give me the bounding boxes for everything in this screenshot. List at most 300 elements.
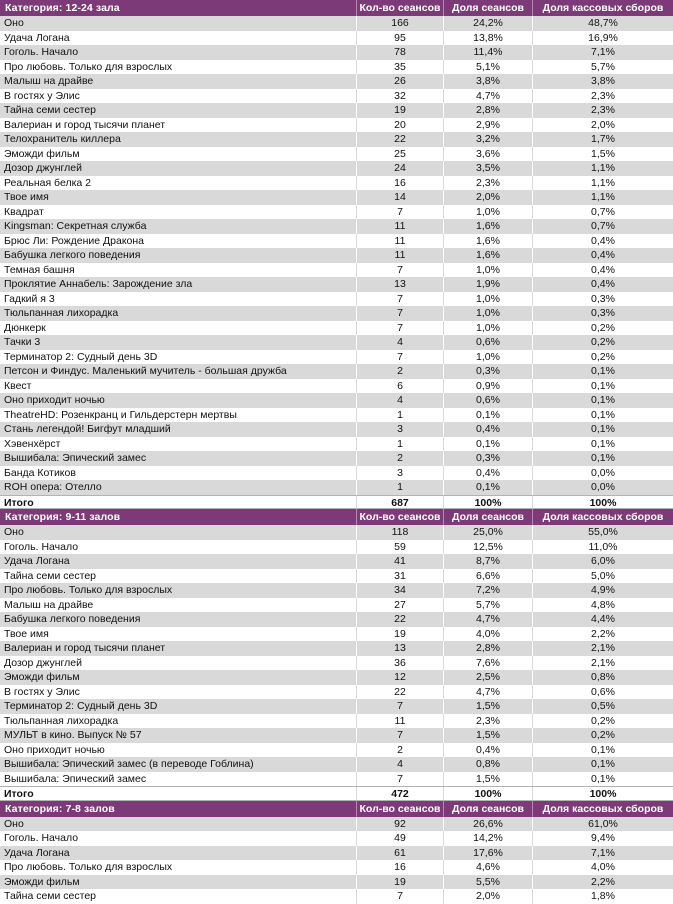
boxoffice-share: 0,1% [532,422,673,437]
film-title: Брюс Ли: Рождение Дракона [4,234,145,247]
sessions-count: 4 [356,757,443,772]
session-share: 3,6% [443,147,532,162]
table-row [0,670,673,685]
film-title: Малыш на драйве [4,75,94,87]
session-share: 0,9% [443,379,532,394]
sessions-count: 12 [356,670,443,685]
film-title: Хэвенхёрст [4,437,61,450]
sessions-count: 11 [356,248,443,263]
sessions-count: 2 [356,451,443,466]
boxoffice-share: 0,0% [532,480,673,495]
session-share: 8,7% [443,554,532,569]
table-row [0,60,673,75]
total-session-share: 100% [443,496,532,509]
sessions-count: 13 [356,641,443,656]
table-row [0,118,673,133]
film-title: Вышибала: Эпический замес [4,452,147,464]
film-title: Удача Логана [4,846,70,859]
sessions-count: 7 [356,263,443,278]
boxoffice-share: 0,2% [532,728,673,743]
boxoffice-share: 7,1% [532,846,673,861]
session-share: 0,8% [443,757,532,772]
category-heading: Категория: 7-8 залов [5,802,115,815]
boxoffice-share: 1,8% [532,889,673,904]
film-title: Стань легендой! Бигфут младший [4,423,171,435]
table-row [0,103,673,118]
sessions-count: 4 [356,335,443,350]
film-title: Петсон и Финдус. Маленький мучитель - большая дружба [4,365,287,377]
sessions-count: 61 [356,846,443,861]
table-row [0,161,673,176]
session-share: 13,8% [443,31,532,46]
film-title: Бабушка легкого поведения [4,249,141,261]
table-row [0,451,673,466]
film-title: Эможди фильм [4,875,80,888]
film-title: Оно приходит ночью [4,743,105,756]
session-share: 24,2% [443,16,532,31]
table-row [0,525,673,540]
table-row [0,89,673,104]
sessions-count: 1 [356,408,443,423]
film-title: Реальная белка 2 [4,176,91,189]
sessions-count: 49 [356,831,443,846]
boxoffice-share: 2,2% [532,627,673,642]
table-row [0,714,673,729]
boxoffice-share: 0,2% [532,350,673,365]
sessions-count: 59 [356,540,443,555]
session-share: 0,1% [443,480,532,495]
total-sessions-count: 472 [356,787,443,800]
boxoffice-share: 11,0% [532,540,673,555]
session-share: 25,0% [443,525,532,540]
section-header-row [0,509,673,525]
total-sessions-count: 687 [356,496,443,509]
table-row [0,292,673,307]
sessions-count: 118 [356,525,443,540]
film-title: Тайна семи сестер [4,569,97,582]
total-session-share: 100% [443,787,532,800]
sessions-count: 36 [356,656,443,671]
boxoffice-share: 0,7% [532,205,673,220]
table-row [0,393,673,408]
film-title: Проклятие Аннабель: Зарождение зла [4,278,193,290]
sessions-count: 1 [356,437,443,452]
sessions-count: 11 [356,714,443,729]
table-row [0,569,673,584]
session-share: 0,6% [443,393,532,408]
session-share: 2,9% [443,118,532,133]
boxoffice-share: 2,1% [532,656,673,671]
sessions-count: 4 [356,393,443,408]
sessions-count: 7 [356,292,443,307]
boxoffice-share: 1,7% [532,132,673,147]
film-title: Вышибала: Эпический замес (в переводе Гоблина) [4,758,254,770]
film-title: Квадрат [4,205,44,218]
session-share: 4,6% [443,860,532,875]
boxoffice-share: 16,9% [532,31,673,46]
session-share: 0,4% [443,466,532,481]
sessions-count: 7 [356,889,443,904]
boxoffice-share: 2,3% [532,103,673,118]
session-share: 4,0% [443,627,532,642]
session-share: 2,8% [443,641,532,656]
table-row [0,480,673,495]
session-share: 7,6% [443,656,532,671]
column-header-session-share: Доля сеансов [443,801,532,817]
session-share: 5,1% [443,60,532,75]
film-title: Вышибала: Эпический замес [4,772,147,785]
sessions-count: 2 [356,743,443,758]
session-share: 0,4% [443,743,532,758]
session-share: 7,2% [443,583,532,598]
sessions-count: 11 [356,219,443,234]
session-share: 0,6% [443,335,532,350]
table-row [0,685,673,700]
film-title: Оно приходит ночью [4,394,105,406]
film-title: Твое имя [4,627,49,640]
film-title: Эможди фильм [4,147,80,160]
film-title: Твое имя [4,191,49,203]
boxoffice-share: 0,6% [532,685,673,700]
table-row [0,540,673,555]
film-title: Тачки 3 [4,336,41,348]
film-title: Валериан и город тысячи планет [4,642,166,654]
boxoffice-share: 0,4% [532,234,673,249]
session-share: 3,5% [443,161,532,176]
table-row [0,234,673,249]
film-title: Оно [4,817,24,830]
session-share: 2,3% [443,714,532,729]
table-row [0,699,673,714]
film-title: Квест [4,379,32,392]
sessions-count: 2 [356,364,443,379]
total-label: Итого [4,788,34,800]
session-share: 1,6% [443,234,532,249]
column-header-session-share: Доля сеансов [443,0,532,16]
sessions-count: 95 [356,31,443,46]
session-share: 2,0% [443,889,532,904]
session-share: 2,8% [443,103,532,118]
boxoffice-share: 0,5% [532,699,673,714]
category-heading: Категория: 9-11 залов [5,511,121,523]
table-row [0,263,673,278]
sessions-count: 6 [356,379,443,394]
table-row [0,379,673,394]
film-title: Оно [4,526,24,538]
film-title: Дозор джунглей [4,656,82,669]
column-header-session-share: Доля сеансов [443,509,532,525]
table-row [0,772,673,787]
film-title: Тайна семи сестер [4,890,97,902]
film-title: Эможди фильм [4,671,80,683]
session-share: 17,6% [443,846,532,861]
session-share: 4,7% [443,685,532,700]
category-heading: Категория: 12-24 зала [5,2,120,14]
sessions-count: 19 [356,103,443,118]
table-row [0,817,673,832]
sessions-count: 22 [356,132,443,147]
sessions-count: 7 [356,699,443,714]
film-title: TheatreHD: Розенкранц и Гильдерстерн мертвы [4,408,237,421]
film-title: Банда Котиков [4,466,76,479]
boxoffice-share: 0,8% [532,670,673,685]
table-row [0,627,673,642]
sessions-count: 16 [356,860,443,875]
sessions-count: 7 [356,205,443,220]
session-share: 0,3% [443,451,532,466]
boxoffice-share: 4,8% [532,598,673,613]
film-title: ROH опера: Отелло [4,481,102,493]
column-header-boxoffice-share: Доля кассовых сборов [532,509,673,525]
film-title: Тюльпанная лихорадка [4,714,119,727]
column-header-boxoffice-share: Доля кассовых сборов [532,0,673,16]
table-row [0,219,673,234]
table-row [0,306,673,321]
session-share: 26,6% [443,817,532,832]
boxoffice-share: 0,1% [532,379,673,394]
table-row [0,860,673,875]
table-row [0,335,673,350]
boxoffice-share: 0,4% [532,248,673,263]
film-title: Оно [4,17,24,29]
film-title: Про любовь. Только для взрослых [4,861,173,873]
sessions-count: 22 [356,685,443,700]
sessions-count: 41 [356,554,443,569]
sessions-count: 14 [356,190,443,205]
film-title: Бабушка легкого поведения [4,613,141,625]
sessions-count: 7 [356,321,443,336]
table-row [0,205,673,220]
sessions-count: 3 [356,422,443,437]
film-title: Малыш на драйве [4,598,94,611]
session-share: 4,7% [443,89,532,104]
film-title: Про любовь. Только для взрослых [4,584,173,596]
boxoffice-share: 9,4% [532,831,673,846]
session-share: 2,0% [443,190,532,205]
film-title: Гадкий я 3 [4,292,55,305]
boxoffice-share: 4,0% [532,860,673,875]
total-boxoffice-share: 100% [532,787,673,800]
table-row [0,875,673,890]
boxoffice-share: 0,1% [532,408,673,423]
sessions-count: 22 [356,612,443,627]
sessions-count: 34 [356,583,443,598]
film-title: Терминатор 2: Судный день 3D [4,700,158,712]
boxoffice-share: 0,3% [532,306,673,321]
boxoffice-share: 0,4% [532,263,673,278]
boxoffice-share: 0,0% [532,466,673,481]
film-title: В гостях у Элис [4,685,80,698]
total-label: Итого [4,496,34,508]
boxoffice-share: 0,7% [532,219,673,234]
sessions-count: 78 [356,45,443,60]
table-row [0,466,673,481]
boxoffice-share: 2,3% [532,89,673,104]
sessions-count: 7 [356,350,443,365]
film-title: Терминатор 2: Судный день 3D [4,350,158,363]
table-row [0,147,673,162]
boxoffice-share: 1,1% [532,176,673,191]
film-title: В гостях у Элис [4,89,80,102]
session-share: 2,3% [443,176,532,191]
boxoffice-share: 5,7% [532,60,673,75]
session-share: 5,7% [443,598,532,613]
table-row [0,641,673,656]
session-share: 5,5% [443,875,532,890]
sessions-count: 19 [356,627,443,642]
table-row [0,364,673,379]
table-row [0,598,673,613]
session-share: 4,7% [443,612,532,627]
boxoffice-share: 0,1% [532,451,673,466]
session-share: 0,1% [443,437,532,452]
boxoffice-share: 4,4% [532,612,673,627]
sessions-count: 11 [356,234,443,249]
session-share: 6,6% [443,569,532,584]
session-share: 2,5% [443,670,532,685]
session-share: 1,0% [443,205,532,220]
table-row [0,45,673,60]
sessions-count: 32 [356,89,443,104]
sessions-count: 7 [356,728,443,743]
film-title: Удача Логана [4,31,70,44]
table-row [0,437,673,452]
boxoffice-share: 0,1% [532,437,673,452]
table-row [0,321,673,336]
boxoffice-share: 2,0% [532,118,673,133]
sessions-count: 19 [356,875,443,890]
sessions-count: 1 [356,480,443,495]
film-title: Валериан и город тысячи планет [4,118,166,131]
sessions-count: 27 [356,598,443,613]
session-share: 0,1% [443,408,532,423]
table-row [0,31,673,46]
boxoffice-share: 0,2% [532,335,673,350]
boxoffice-share: 0,4% [532,277,673,292]
table-row [0,831,673,846]
film-title: Дюнкерк [4,321,46,334]
boxoffice-share: 5,0% [532,569,673,584]
boxoffice-share: 0,2% [532,714,673,729]
session-share: 1,5% [443,699,532,714]
film-title: Гоголь. Начало [4,540,79,553]
table-row [0,408,673,423]
film-title: Гоголь. Начало [4,832,79,844]
boxoffice-share: 2,2% [532,875,673,890]
sessions-count: 16 [356,176,443,191]
table-row [0,74,673,89]
session-share: 0,4% [443,422,532,437]
column-header-sessions: Кол-во сеансов [356,0,443,16]
film-title: МУЛЬТ в кино. Выпуск № 57 [4,729,142,741]
session-share: 1,0% [443,321,532,336]
boxoffice-share: 0,3% [532,292,673,307]
table-row [0,889,673,904]
table-row [0,422,673,437]
session-share: 1,9% [443,277,532,292]
boxoffice-share: 0,1% [532,757,673,772]
column-header-boxoffice-share: Доля кассовых сборов [532,801,673,817]
session-share: 1,0% [443,350,532,365]
table-row [0,846,673,861]
session-share: 1,6% [443,248,532,263]
film-title: Дозор джунглей [4,162,82,174]
session-share: 3,2% [443,132,532,147]
film-title: Тюльпанная лихорадка [4,307,119,319]
table-row [0,350,673,365]
boxoffice-share: 0,1% [532,772,673,787]
total-row [0,786,673,801]
boxoffice-share: 3,8% [532,74,673,89]
table-row [0,190,673,205]
session-share: 1,0% [443,263,532,278]
sessions-count: 13 [356,277,443,292]
total-row [0,495,673,510]
boxoffice-share: 2,1% [532,641,673,656]
sessions-count: 31 [356,569,443,584]
sessions-count: 26 [356,74,443,89]
boxoffice-share: 0,1% [532,393,673,408]
boxoffice-share: 1,1% [532,161,673,176]
session-share: 1,0% [443,292,532,307]
table-row [0,583,673,598]
sessions-count: 166 [356,16,443,31]
sessions-count: 3 [356,466,443,481]
session-share: 14,2% [443,831,532,846]
table-row [0,16,673,31]
boxoffice-share: 4,9% [532,583,673,598]
film-title: Kingsman: Секретная служба [4,220,147,232]
section-header-row [0,0,673,16]
session-share: 1,0% [443,306,532,321]
table-row [0,612,673,627]
column-header-sessions: Кол-во сеансов [356,509,443,525]
sessions-count: 24 [356,161,443,176]
sessions-count: 92 [356,817,443,832]
boxoffice-share: 0,1% [532,364,673,379]
session-share: 1,5% [443,772,532,787]
film-title: Темная башня [4,263,75,276]
film-title: Гоголь. Начало [4,46,79,58]
sessions-count: 25 [356,147,443,162]
session-share: 1,6% [443,219,532,234]
session-share: 3,8% [443,74,532,89]
table-row [0,728,673,743]
boxoffice-share: 1,1% [532,190,673,205]
film-title: Телохранитель киллера [4,133,121,145]
table-row [0,176,673,191]
session-share: 12,5% [443,540,532,555]
total-boxoffice-share: 100% [532,496,673,509]
sessions-count: 7 [356,306,443,321]
boxoffice-share: 7,1% [532,45,673,60]
film-title: Тайна семи сестер [4,104,97,116]
table-row [0,554,673,569]
table-row [0,132,673,147]
boxoffice-share: 48,7% [532,16,673,31]
table-row [0,248,673,263]
session-share: 1,5% [443,728,532,743]
sessions-count: 7 [356,772,443,787]
table-row [0,656,673,671]
film-title: Удача Логана [4,555,70,567]
table-row [0,743,673,758]
boxoffice-share: 61,0% [532,817,673,832]
table-row [0,757,673,772]
sessions-count: 20 [356,118,443,133]
boxoffice-share: 1,5% [532,147,673,162]
sessions-count: 35 [356,60,443,75]
